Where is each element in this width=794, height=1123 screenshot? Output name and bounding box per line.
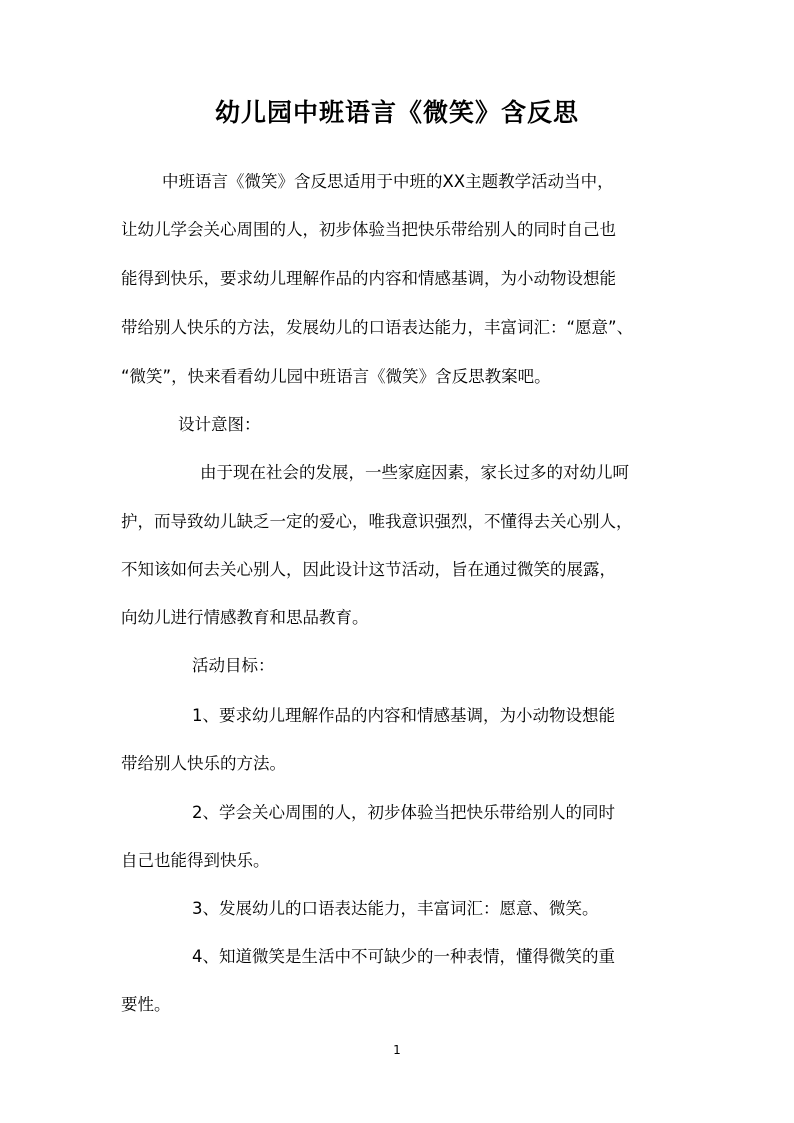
paragraph-line-3: 能得到快乐，要求幼儿理解作品的内容和情感基调，为小动物设想能 [121,269,616,288]
section-heading-activity-goals: 活动目标： [192,656,275,675]
goal-2-line-1: 2、学会关心周围的人，初步体验当把快乐带给别人的同时 [192,803,615,822]
goal-3-line-1: 3、发展幼儿的口语表达能力，丰富词汇：愿意、微笑。 [192,899,599,918]
goal-1-line-2: 带给别人快乐的方法。 [121,754,286,773]
paragraph-line-5: “微笑”，快来看看幼儿园中班语言《微笑》含反思教案吧。 [121,367,551,386]
paragraph-line-9: 向幼儿进行情感教育和思品教育。 [121,608,369,627]
paragraph-line-7: 护，而导致幼儿缺乏一定的爱心，唯我意识强烈，不懂得去关心别人， [121,512,633,531]
paragraph-line-2: 让幼儿学会关心周围的人，初步体验当把快乐带给别人的同时自己也 [121,220,616,239]
goal-4-line-1: 4、知道微笑是生活中不可缺少的一种表情，懂得微笑的重 [192,947,615,966]
paragraph-line-4: 带给别人快乐的方法，发展幼儿的口语表达能力，丰富词汇：“愿意”、 [121,318,634,337]
document-title: 幼儿园中班语言《微笑》含反思 [214,98,579,127]
goal-2-line-2: 自己也能得到快乐。 [121,851,270,870]
paragraph-line-8: 不知该如何去关心别人，因此设计这节活动，旨在通过微笑的展露， [121,560,616,579]
paragraph-line-6: 由于现在社会的发展，一些家庭因素，家长过多的对幼儿呵 [200,463,629,482]
goal-1-line-1: 1、要求幼儿理解作品的内容和情感基调，为小动物设想能 [192,706,615,725]
section-heading-design-intent: 设计意图： [178,415,261,434]
paragraph-line-1: 中班语言《微笑》含反思适用于中班的XX主题教学活动当中， [162,172,614,191]
page-number: 1 [393,1043,401,1057]
goal-4-line-2: 要性。 [121,995,171,1014]
